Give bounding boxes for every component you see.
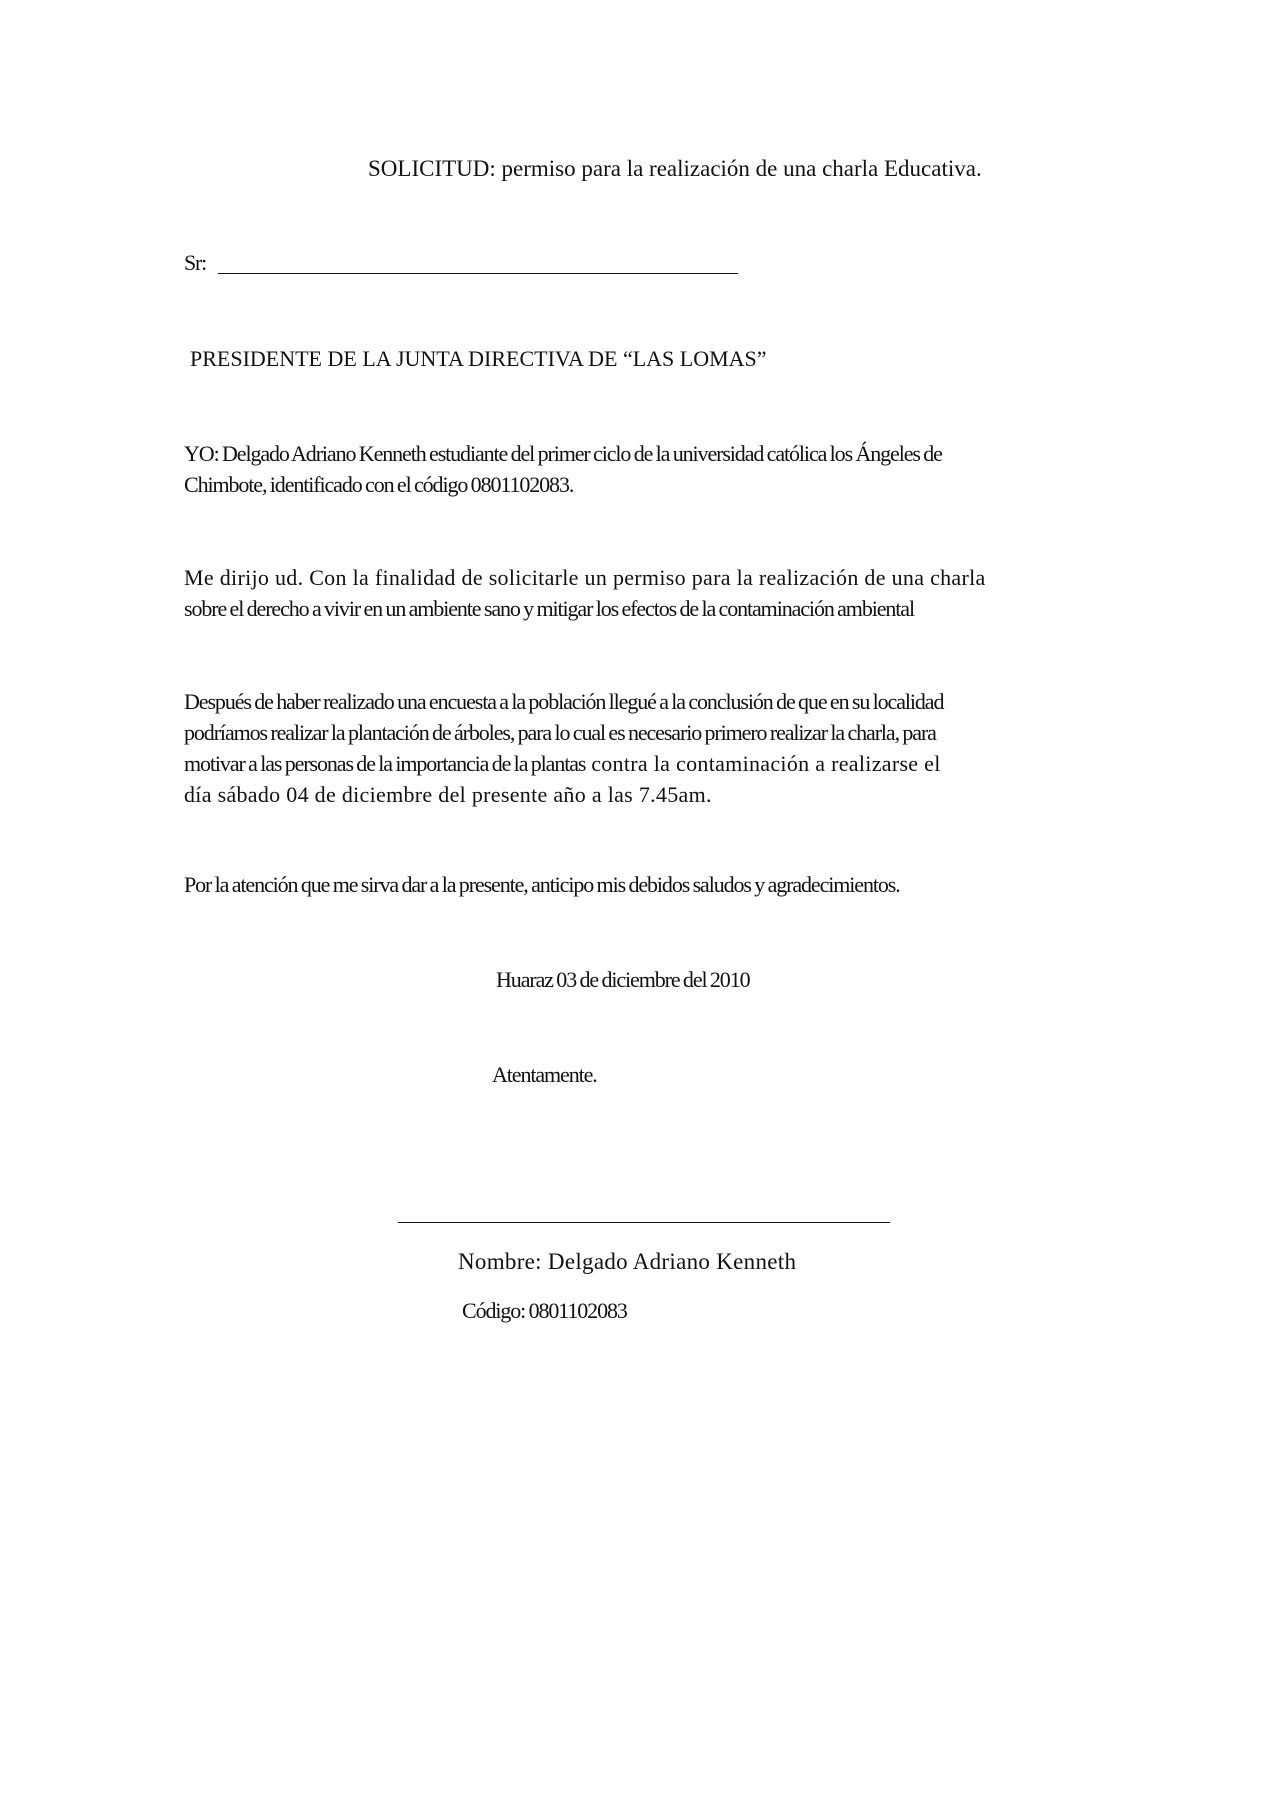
intro-line: Chimbote, identificado con el código 0801102083. bbox=[184, 472, 574, 497]
body-line bbox=[184, 748, 1104, 779]
farewell: Atentamente. bbox=[492, 1062, 597, 1087]
closing-line: Por la atención que me sirva dar a la presente, anticipo mis debidos saludos y agradecimientos. bbox=[184, 872, 900, 897]
intro-paragraph bbox=[184, 438, 1104, 500]
body-line-part: motivar a las personas de la importancia de la plantas bbox=[184, 751, 586, 776]
subject-line: SOLICITUD: permiso para la realización de una charla Educativa. bbox=[368, 156, 982, 181]
body-paragraph bbox=[184, 686, 1104, 810]
request-line: Me dirijo ud. Con la finalidad de solicitarle un permiso para la realización de una charla bbox=[184, 565, 986, 590]
body-line: Después de haber realizado una encuesta a la población llegué a la conclusión de que en su localidad bbox=[184, 689, 944, 714]
request-paragraph bbox=[184, 562, 1104, 624]
recipient-name-blank bbox=[218, 273, 738, 274]
intro-line: YO: Delgado Adriano Kenneth estudiante del primer ciclo de la universidad católica los Ángeles de bbox=[184, 441, 942, 466]
signature-code: Código: 0801102083 bbox=[462, 1298, 627, 1323]
body-line-part: contra la contaminación a realizarse el bbox=[585, 751, 941, 776]
recipient-label: Sr: bbox=[184, 250, 207, 275]
signature-name: Nombre: Delgado Adriano Kenneth bbox=[458, 1249, 797, 1274]
recipient-title: PRESIDENTE DE LA JUNTA DIRECTIVA DE “LAS LOMAS” bbox=[190, 346, 767, 371]
body-line: día sábado 04 de diciembre del presente año a las 7.45am. bbox=[184, 782, 712, 807]
place-date: Huaraz 03 de diciembre del 2010 bbox=[496, 967, 750, 992]
body-line: podríamos realizar la plantación de árboles, para lo cual es necesario primero realizar la charla, para bbox=[184, 720, 936, 745]
signature-line bbox=[398, 1222, 890, 1223]
request-line: sobre el derecho a vivir en un ambiente sano y mitigar los efectos de la contaminación ambiental bbox=[184, 596, 914, 621]
